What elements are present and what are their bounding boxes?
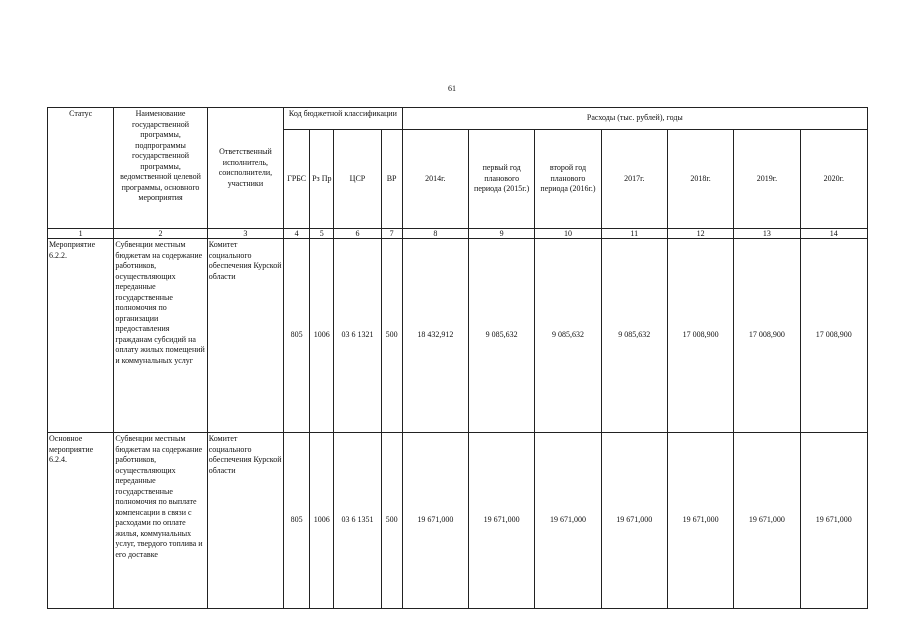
table-row <box>48 239 868 433</box>
row-status: Мероприятие 6.2.2. <box>48 239 114 433</box>
column-number: 4 <box>284 229 310 239</box>
row-value-2014: 18 432,912 <box>402 239 468 433</box>
header-budget-code: Код бюджетной классификации <box>284 108 403 130</box>
header-2015: первый год планового периода (2015г.) <box>469 130 535 229</box>
row-value-2016: 19 671,000 <box>535 433 601 609</box>
row-name: Субвенции местным бюджетам на содержание работников, осуществляющих переданные государственные полномочия по организации предоставления гражданам субсидий на оплату жилых помещений и коммунальных услуг <box>114 239 207 433</box>
row-value-2019: 19 671,000 <box>734 433 800 609</box>
column-number: 11 <box>601 229 667 239</box>
row-value-2018: 17 008,900 <box>667 239 733 433</box>
header-vr: ВР <box>381 130 402 229</box>
column-number: 2 <box>114 229 207 239</box>
row-rzpr: 1006 <box>310 433 334 609</box>
row-value-2015: 19 671,000 <box>469 433 535 609</box>
row-executor: Комитет социального обеспечения Курской области <box>207 239 283 433</box>
row-value-2018: 19 671,000 <box>667 433 733 609</box>
header-2014: 2014г. <box>402 130 468 229</box>
row-value-2017: 19 671,000 <box>601 433 667 609</box>
row-csr: 03 6 1351 <box>334 433 381 609</box>
column-number-row <box>48 229 868 239</box>
header-expenses: Расходы (тыс. рублей), годы <box>402 108 867 130</box>
budget-table <box>47 107 868 609</box>
column-number: 9 <box>469 229 535 239</box>
header-rzpr: Рз Пр <box>310 130 334 229</box>
row-name: Субвенции местным бюджетам на содержание работников, осуществляющих переданные государственные полномочия по выплате компенсации в связи с расходами по оплате жилья, коммунальных услуг, твердого топлива и его доставке <box>114 433 207 609</box>
column-number: 3 <box>207 229 283 239</box>
header-2019: 2019г. <box>734 130 800 229</box>
row-rzpr: 1006 <box>310 239 334 433</box>
column-number: 6 <box>334 229 381 239</box>
column-number: 14 <box>800 229 867 239</box>
column-number: 10 <box>535 229 601 239</box>
row-value-2020: 19 671,000 <box>800 433 867 609</box>
header-2018: 2018г. <box>667 130 733 229</box>
header-2016: второй год планового периода (2016г.) <box>535 130 601 229</box>
row-vr: 500 <box>381 433 402 609</box>
column-number: 1 <box>48 229 114 239</box>
row-executor: Комитет социального обеспечения Курской области <box>207 433 283 609</box>
column-number: 7 <box>381 229 402 239</box>
header-name: Наименование государственной программы, подпрограммы государственной программы, ведомственной целевой программы, основного мероприятия <box>114 108 207 229</box>
table-row <box>48 433 868 609</box>
header-2020: 2020г. <box>800 130 867 229</box>
header-grbs: ГРБС <box>284 130 310 229</box>
row-grbs: 805 <box>284 433 310 609</box>
row-status: Основное мероприятие 6.2.4. <box>48 433 114 609</box>
page-number: 61 <box>448 84 456 93</box>
column-number: 13 <box>734 229 800 239</box>
header-row-top <box>48 108 868 130</box>
column-number: 12 <box>667 229 733 239</box>
column-number: 8 <box>402 229 468 239</box>
header-status: Статус <box>48 108 114 229</box>
header-executor: Ответственный исполнитель, соисполнители, участники <box>207 108 283 229</box>
row-csr: 03 6 1321 <box>334 239 381 433</box>
row-value-2019: 17 008,900 <box>734 239 800 433</box>
row-value-2014: 19 671,000 <box>402 433 468 609</box>
row-value-2020: 17 008,900 <box>800 239 867 433</box>
row-value-2016: 9 085,632 <box>535 239 601 433</box>
header-2017: 2017г. <box>601 130 667 229</box>
header-csr: ЦСР <box>334 130 381 229</box>
row-value-2015: 9 085,632 <box>469 239 535 433</box>
column-number: 5 <box>310 229 334 239</box>
row-vr: 500 <box>381 239 402 433</box>
row-grbs: 805 <box>284 239 310 433</box>
row-value-2017: 9 085,632 <box>601 239 667 433</box>
